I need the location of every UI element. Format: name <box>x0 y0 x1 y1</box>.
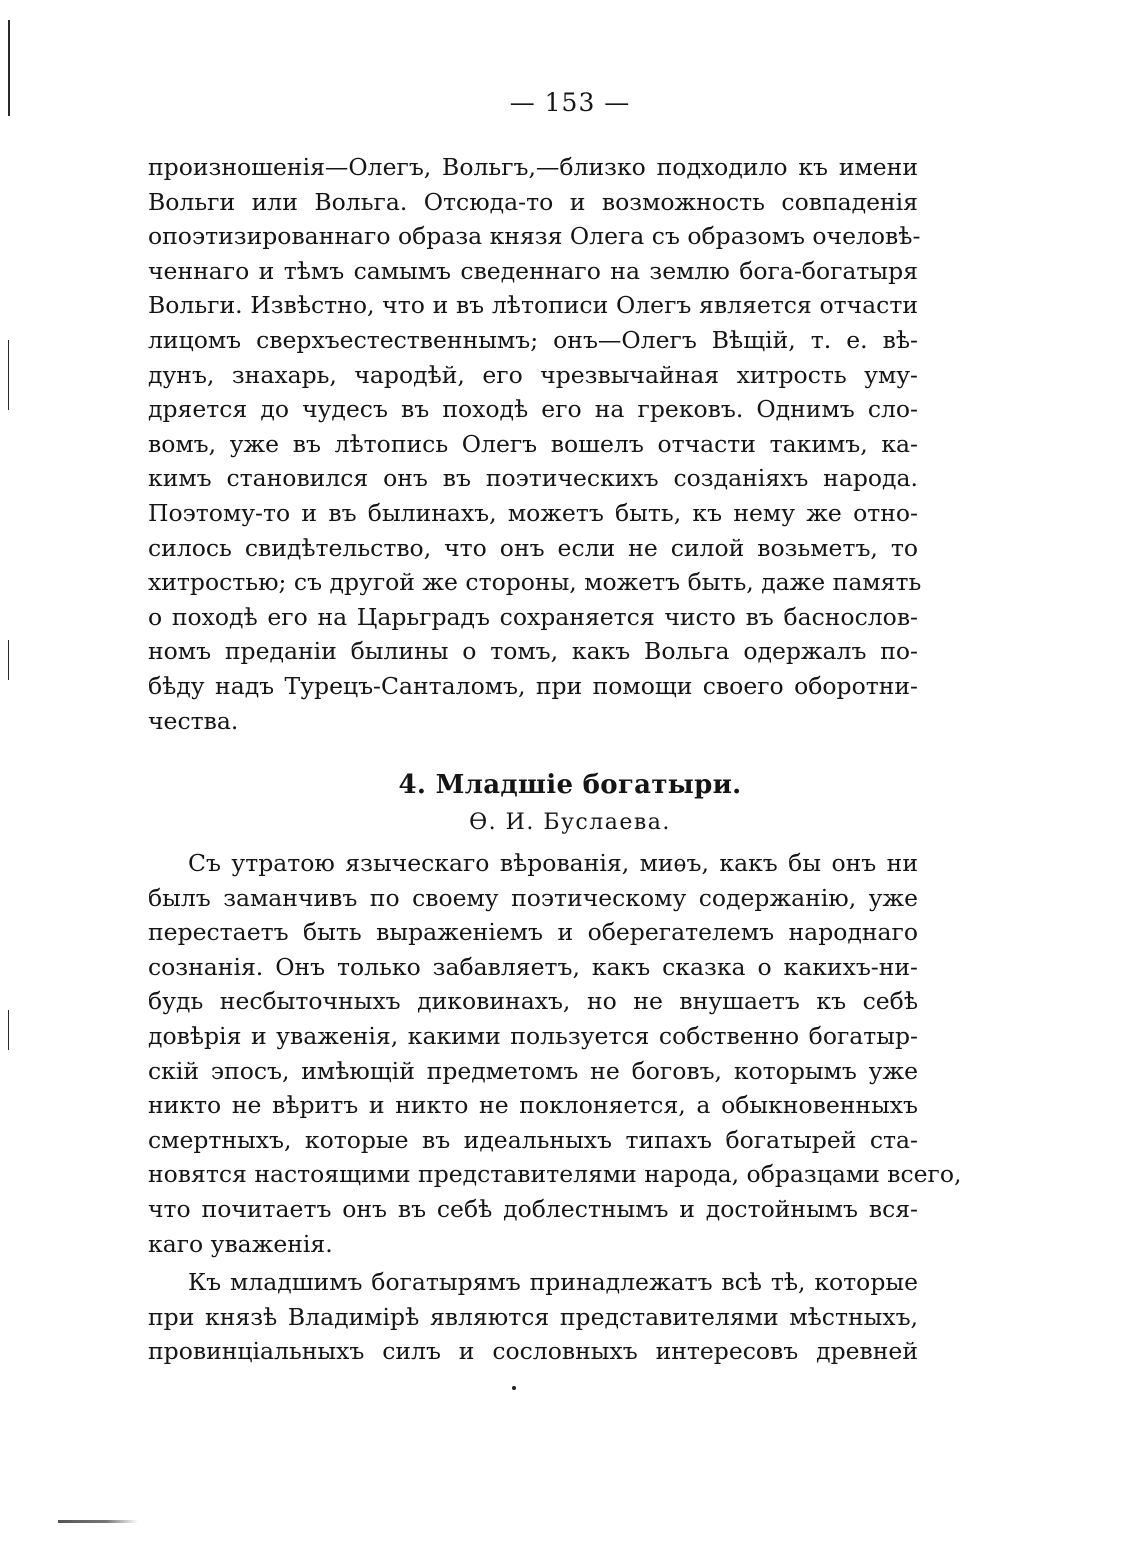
ink-smudge <box>58 1520 138 1523</box>
page-number: — 153 — <box>509 88 631 117</box>
section-heading: 4. Младшіе богатыри. <box>398 770 742 800</box>
text-line: никто не вѣритъ и никто не поклоняется, а обыкновенныхъ <box>148 1091 918 1120</box>
gutter-mark <box>8 1010 9 1050</box>
text-line: ченнаго и тѣмъ самымъ сведеннаго на землю бога-богатыря <box>148 256 918 285</box>
text-line: номъ преданіи былины о томъ, какъ Вольга одержалъ по- <box>148 637 918 666</box>
text-line: опоэтизированнаго образа князя Олега съ образомъ очеловѣ- <box>148 222 921 251</box>
text-line: будь несбыточныхъ диковинахъ, но не внушаетъ къ себѣ <box>148 987 918 1016</box>
text-line: довѣрія и уваженія, какими пользуется собственно богатыр- <box>148 1021 918 1050</box>
text-line: чества. <box>148 706 239 735</box>
text-line: Вольги или Вольга. Отсюда-то и возможность совпаденія <box>148 187 918 216</box>
text-line: о походѣ его на Царьградъ сохраняется чисто въ баснослов- <box>148 602 918 631</box>
text-line: кимъ становился онъ въ поэтическихъ созданіяхъ народа. <box>148 464 918 493</box>
text-line: каго уваженія. <box>148 1229 333 1258</box>
paragraph-continued <box>148 150 922 738</box>
text-line: сознанія. Онъ только забавляетъ, какъ сказка о какихъ-ни- <box>148 952 918 981</box>
text-line: что почитаетъ онъ въ себѣ доблестнымъ и достойнымъ вся- <box>148 1194 918 1223</box>
text-line: Къ младшимъ богатырямъ принадлежатъ всѣ тѣ, которые <box>188 1268 918 1296</box>
text-line: Съ утратою языческаго вѣрованія, миѳъ, какъ бы онъ ни <box>188 849 918 877</box>
gutter-mark <box>8 640 9 680</box>
text-line: провинціальныхъ силъ и сословныхъ интересовъ древней <box>148 1337 918 1366</box>
ink-speck <box>512 1386 516 1390</box>
text-line: хитростью; съ другой же стороны, можетъ быть, даже память <box>148 568 922 597</box>
paragraph <box>148 846 962 1261</box>
text-line: Поэтому-то и въ былинахъ, можетъ быть, къ нему же отно- <box>148 498 918 527</box>
text-line: Вольги. Извѣстно, что и въ лѣтописи Олегъ является отчасти <box>148 291 918 320</box>
text-line: дряется до чудесъ въ походѣ его на грековъ. Однимъ сло- <box>148 395 918 424</box>
text-line: силось свидѣтельство, что онъ если не силой возьметъ, то <box>148 533 918 562</box>
text-line: былъ заманчивъ по своему поэтическому содержанію, уже <box>148 883 918 912</box>
paragraph <box>148 1265 918 1369</box>
text-line: дунъ, знахарь, чародѣй, его чрезвычайная хитрость уму- <box>148 360 918 389</box>
text-line: вомъ, уже въ лѣтопись Олегъ вошелъ отчасти такимъ, ка- <box>148 429 918 458</box>
text-line: бѣду надъ Турецъ-Санталомъ, при помощи своего оборотни- <box>148 671 918 700</box>
text-line: скій эпосъ, имѣющій предметомъ не боговъ, которымъ уже <box>148 1056 918 1085</box>
text-line: произношенія—Олегъ, Вольгъ,—близко подходило къ имени <box>148 153 918 181</box>
text-line: лицомъ сверхъестественнымъ; онъ—Олегъ Вѣщій, т. е. вѣ- <box>148 325 918 354</box>
section-author: Ѳ. И. Буслаева. <box>469 810 671 835</box>
text-line: перестаетъ быть выраженіемъ и оберегателемъ народнаго <box>148 918 918 947</box>
text-line: при князѣ Владимірѣ являются представителями мѣстныхъ, <box>148 1302 918 1331</box>
text-line: смертныхъ, которые въ идеальныхъ типахъ богатырей ста- <box>148 1125 918 1154</box>
text-line: новятся настоящими представителями народа, образцами всего, <box>148 1160 962 1189</box>
gutter-mark <box>8 340 9 410</box>
